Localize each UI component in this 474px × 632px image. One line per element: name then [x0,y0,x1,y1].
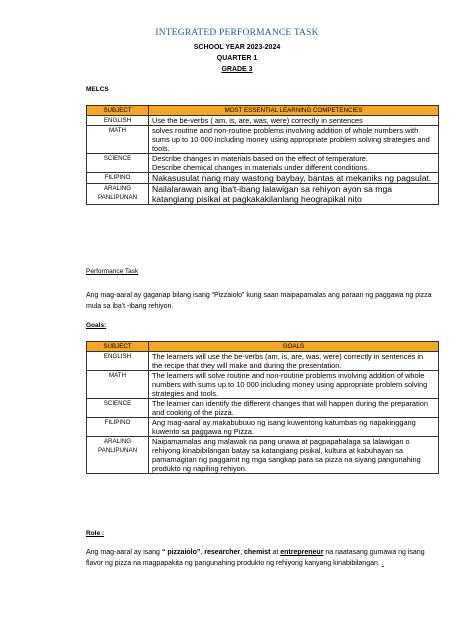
grade: GRADE 3 [221,66,253,73]
melcs-table [86,105,439,205]
competency-line: Describe chemical changes in materials under different conditions. [152,163,370,172]
school-year: SCHOOL YEAR 2023-2024 [193,44,281,51]
goal-cell: The learners will use the be-verbs (am, is, are, was, were) correctly in sentences in the recipe that they will make and during the presentation. [149,352,439,371]
table-row [87,173,439,184]
table-row [87,352,439,371]
competency-cell: solves routine and non-routine problems involving addition of whole numbers with sums up to 10 000 including money using appropriate problem solving strategies and tools. [149,126,439,154]
table-row [87,116,439,126]
table-row [87,184,439,205]
competency-cell: Use the be-verbs ( am, is, are, was, were) correctly in sentences [149,116,439,126]
competency-line: Describe changes in materials based on the effect of temperature. [152,154,368,163]
document-title: INTEGRATED PERFORMANCE TASK [155,28,319,38]
table-row [87,154,439,173]
competency-cell: Nailalarawan ang iba't-ibang lalawigan sa rehiyon ayon sa mga katangiang pisikal at pagkakakilanlang heograpikal nito [149,184,439,205]
subject-cell: ENGLISH [87,116,149,126]
role-label: Role : [86,530,105,537]
table-row [87,371,439,399]
role-chemist: chemist [244,549,271,556]
subject-cell: ENGLISH [87,352,149,371]
performance-task-label: Performance Task [86,268,139,275]
role-end-mark: . [381,560,384,567]
col-subject-header: SUBJECT [87,342,149,352]
competency-cell [149,154,439,173]
subject-cell: FILIPINO [87,173,149,184]
subject-cell: SCIENCE [87,154,149,173]
subject-cell: ARALING PANLIPUNAN [87,437,149,474]
competency-cell: Nakasusulat nang may wastong baybay, bantas at mekaniks ng pagsulat. [149,173,439,184]
table-row [87,418,439,437]
goal-cell: The learners will solve routine and non-routine problems involving addition of whole numbers with sums up to 10 000 including money using appropriate problem solving strategies and tools. [149,371,439,399]
role-pizzaiolo: “ pizzaiolo” [161,549,201,556]
melcs-header-row [87,106,439,116]
col-competencies-header: MOST ESSENTIAL LEARNING COMPETENCIES [149,106,439,116]
table-row [87,126,439,154]
performance-task-text: Ang mag-aaral ay gaganap bilang isang “Pizzaiolo” kung saan maipapamalas ang paraan ng paggawa ng pizza mula sa iba't -ibang rehiyon. [86,292,432,310]
role-text [86,547,440,569]
role-text-pre: Ang mag-aaral ay isang [86,549,160,556]
goals-header-row [87,342,439,352]
subject-cell: ARALING PANLIPUNAN [87,184,149,205]
table-row [87,399,439,418]
goal-cell: Ang mag-aaral ay makabubuuo ng isang kuwentong katumbas ng napakinggang kuwento sa paggawa ng Pizza. [149,418,439,437]
subject-cell: MATH [87,126,149,154]
role-and: at [272,549,279,556]
goals-table [86,341,439,474]
role-entrepreneur: entrepreneur [280,549,324,556]
role-text-post: na naatasang gumawa ng isang flavor ng pizza na magpapakita ng pangunahing produkto ng rehiyong kanyang kinabibilangan. [86,549,425,567]
melcs-label: MELCS [86,86,109,93]
quarter: QUARTER 1 [216,55,258,62]
subject-cell: SCIENCE [87,399,149,418]
col-goals-header: GOALS [149,342,439,352]
goal-cell: Naipamamalas ang malawak na pang unawa at pagpapahalaga sa lalawigan o rehiyong kinabibilangan batay sa katangiang pisikal, kultura at kabuhayan sa pamamagitan ng paggamit ng mga sangkap para sa pizza na siyang pangunahing produkto ng napiling rehiyon. [149,437,439,474]
goal-cell: The learner can identify the different changes that will happen during the preparation and cooking of the pizza. [149,399,439,418]
goals-label: Goals: [86,322,107,329]
subject-cell: FILIPINO [87,418,149,437]
col-subject-header: SUBJECT [87,106,149,116]
table-row [87,437,439,474]
role-separator: , [240,549,243,556]
role-researcher: researcher [204,549,241,556]
role-separator: , [200,549,203,556]
subject-cell: MATH [87,371,149,399]
